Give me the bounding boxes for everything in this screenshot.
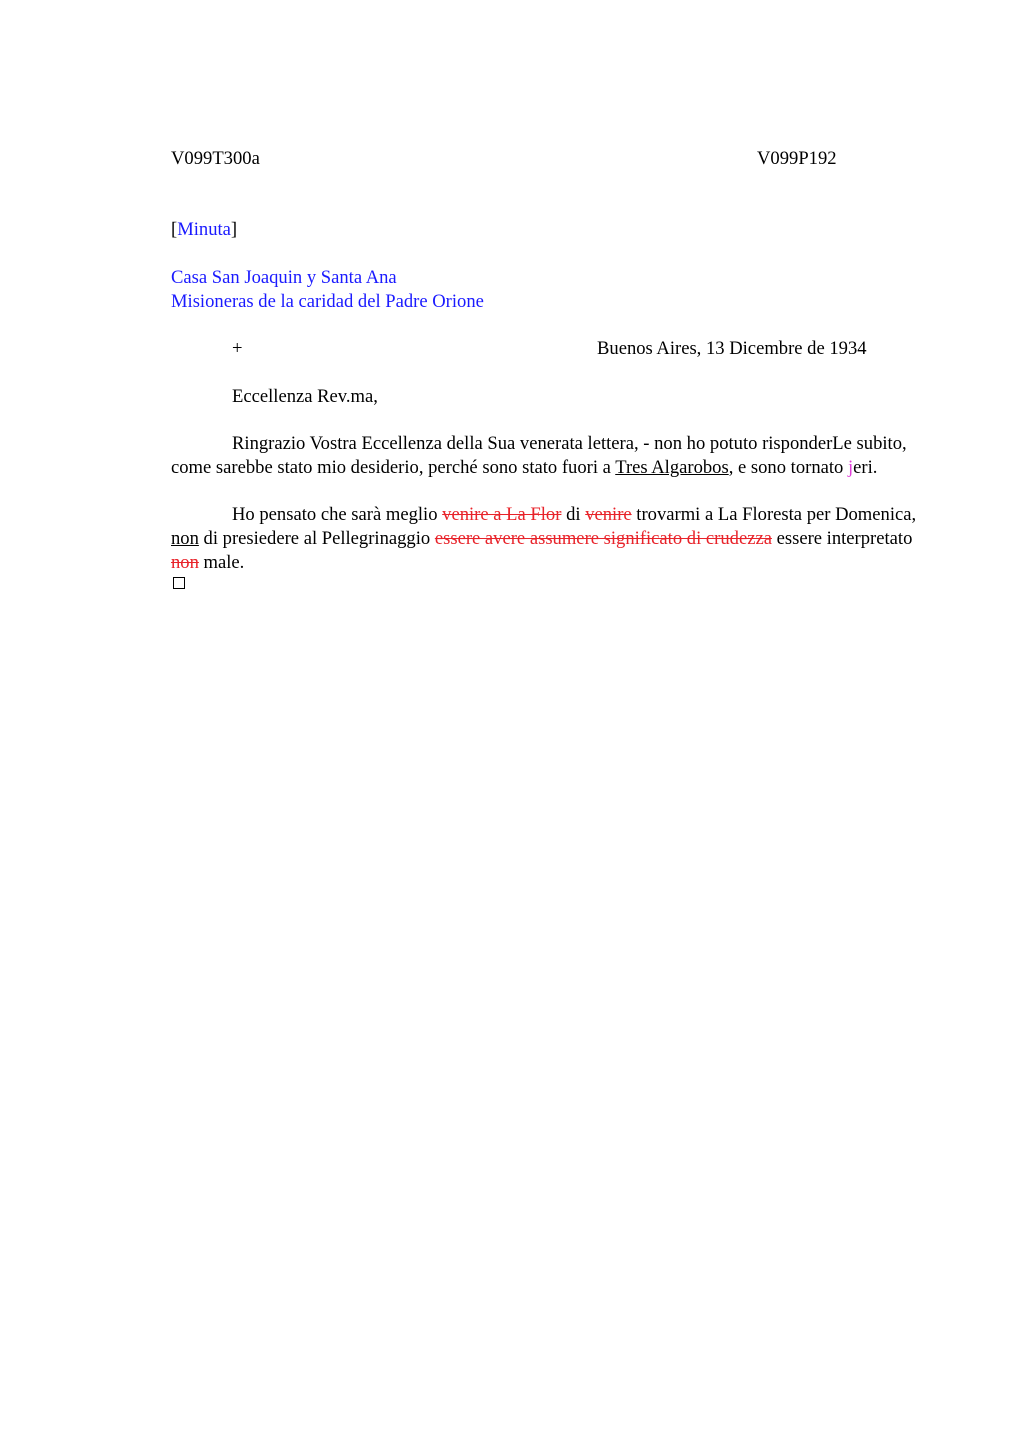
paragraph-2-text-a: Ho pensato che sarà meglio xyxy=(232,504,443,525)
header-right-code: V099P192 xyxy=(757,148,837,169)
letterhead-line1: Casa San Joaquin y Santa Ana xyxy=(171,267,397,288)
paragraph-2-text-b: di xyxy=(561,504,586,525)
place-tres-algarobos: Tres Algarobos xyxy=(615,457,729,478)
paragraph-2 xyxy=(171,503,931,575)
paragraph-2-text-f: male. xyxy=(198,552,245,573)
cross-symbol: + xyxy=(232,338,243,359)
date-line: Buenos Aires, 13 Dicembre de 1934 xyxy=(597,338,867,359)
paragraph-1-text-b: , e sono tornato xyxy=(728,457,848,478)
minuta-text: Minuta xyxy=(177,219,231,240)
header-left-code: V099T300a xyxy=(171,148,260,169)
paragraph-2-text-e: essere interpretato xyxy=(771,528,913,549)
paragraph-2-text-d: di presiedere al Pellegrinaggio xyxy=(198,528,435,549)
salutation: Eccellenza Rev.ma, xyxy=(232,386,378,407)
close-bracket: ] xyxy=(230,219,238,240)
paragraph-1 xyxy=(171,432,931,480)
deletion-3: essere avere assumere significato di crudezza xyxy=(434,528,772,549)
letterhead-line2: Misioneras de la caridad del Padre Orione xyxy=(171,291,484,312)
checkbox-square-icon xyxy=(173,577,185,589)
deletion-1: venire a La Flor xyxy=(442,504,562,525)
minuta-label xyxy=(171,218,237,242)
paragraph-1-text-c: eri. xyxy=(853,457,878,478)
correction-letter: j xyxy=(848,457,854,478)
underlined-non: non xyxy=(171,528,199,549)
paragraph-2-text-c: trovarmi a La Floresta per Domenica, xyxy=(631,504,917,525)
deletion-4: non xyxy=(171,552,199,573)
deletion-2: venire xyxy=(585,504,632,525)
open-bracket: [ xyxy=(171,219,178,240)
paragraph-1-text-a: Ringrazio Vostra Eccellenza della Sua venerata lettera, - non ho potuto risponderLe subito, come sarebbe stato mio desiderio, perché sono stato fuori a xyxy=(171,433,907,478)
